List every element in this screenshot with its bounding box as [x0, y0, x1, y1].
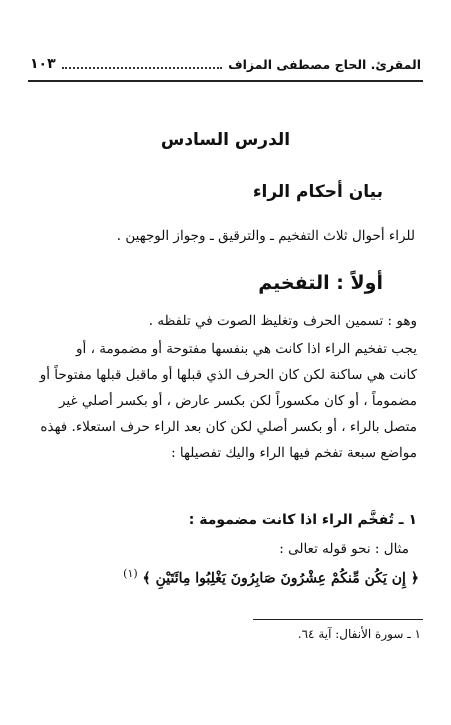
quran-verse [123, 567, 419, 587]
rule-line: مضموماً ، أو كان مكسوراً لكن بكسر عارض ، أو بكسر أصلي غير [58, 393, 417, 409]
rule-line: كانت هي ساكنة لكن كان الحرف الذي قبلها أو ماقبل قبلها مفتوحاً أو [39, 367, 417, 383]
footnote: ١ ـ سورة الأنفال: آية ٦٤. [297, 627, 421, 641]
rule-line: مواضع سبعة تفخم فيها الراء واليك تفصيلها : [171, 445, 417, 461]
verse-text: ﴿ إِن يَكُن مِّنكُمْ عِشْرُونَ صَابِرُونَ يَغْلِبُوا مِائَتَيْنِ ﴾ [142, 570, 419, 587]
page-header [30, 52, 421, 76]
footnote-ref[interactable]: (١) [123, 567, 138, 580]
header-divider [28, 80, 423, 82]
section-title: بيان أحكام الراء [252, 182, 383, 202]
leader-dots [62, 66, 222, 69]
definition-paragraph: وهو : تسمين الحرف وتغليظ الصوت في تلفظه . [148, 313, 417, 329]
footnote-divider [253, 619, 423, 620]
running-title: المقرئ. الحاج مصطفى المزاف [228, 56, 421, 72]
rule-paragraph [34, 336, 417, 466]
rule-line: يجب تفخيم الراء اذا كانت هي بنفسها مفتوحة أو مضمومة ، أو [76, 341, 417, 357]
page-number: ١٠٣ [30, 56, 56, 72]
subsection-title: أولاً : التفخيم [258, 272, 383, 294]
rule-line: متصل بالراء ، أو بكسر أصلي لكن كان بعد الراء حرف استعلاء. فهذه [40, 419, 417, 435]
lesson-title: الدرس السادس [160, 130, 291, 150]
section-subtitle: للراء أحوال ثلاث التفخيم ـ والترقيق ـ وجواز الوجهين . [116, 228, 415, 244]
item-1-title: ١ ـ تُفخَّم الراء اذا كانت مضمومة : [188, 512, 417, 528]
example-label: مثال : نحو قوله تعالى : [279, 541, 409, 557]
